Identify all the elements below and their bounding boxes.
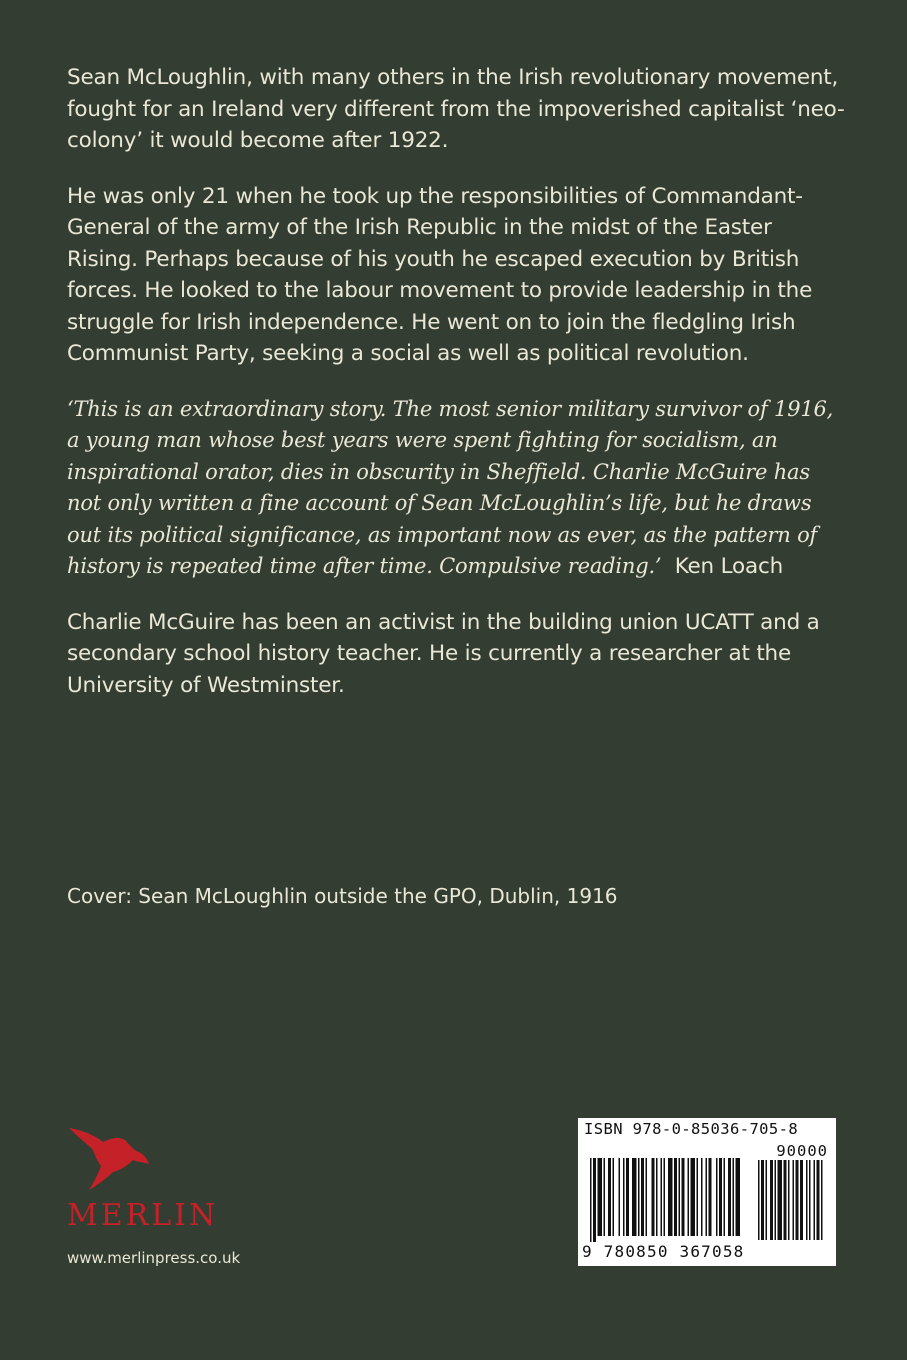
barcode-bar [619,1158,621,1236]
barcode-bar [719,1158,722,1236]
barcode-bar [682,1158,685,1236]
addon-bar [775,1160,777,1240]
barcode-bar [652,1158,655,1236]
addon-bar [814,1160,816,1240]
ean-digits: 9 780850 367058 [582,1242,745,1261]
back-cover-blurb [67,62,847,725]
addon-bar [761,1160,764,1240]
barcode-bar [709,1158,712,1236]
author-bio: Charlie McGuire has been an activist in the building union UCATT and a secondary school history teacher. He is currently a researcher at the University of Westminster. [67,609,820,698]
barcode-bar [679,1158,681,1236]
addon-bar [821,1160,823,1240]
barcode-bar [724,1158,726,1236]
publisher-name: MERLIN [67,1198,219,1233]
barcode-bar [701,1158,703,1236]
barcode-bar [638,1158,640,1236]
review-quote [67,394,847,583]
isbn-label: ISBN 978-0-85036-705-8 [584,1120,799,1138]
addon-bar [817,1160,820,1240]
cover-credit: Cover: Sean McLoughlin outside the GPO, Dublin, 1916 [67,884,618,908]
addon-bar [770,1160,773,1240]
addon-bar [778,1160,783,1240]
barcode-bar [668,1158,673,1236]
barcode-bars [590,1158,826,1242]
barcode-bar [664,1158,666,1236]
barcode-bar [736,1158,741,1236]
barcode-bar [691,1158,696,1236]
barcode-bar [604,1158,606,1236]
addon-bar [784,1160,787,1240]
addon-bar [766,1160,768,1240]
addon-bar [800,1160,803,1240]
quote-text: ‘This is an extraordinary story. The most senior military survivor of 1916, a young man whose best years were spent fighting for socialism, an inspirational orator, dies in obscurity in Sheffield. Charlie McGuire has not only written a fine account of Sean McLoughlin’s life, but he draws out its political significance, as important now as ever, as the pattern of history is repeated time after time. Compulsive reading.’ [67,396,834,578]
barcode-bar [641,1158,644,1236]
barcode-bar [688,1158,690,1236]
addon-bar [793,1160,795,1240]
barcode-bar [674,1158,677,1236]
publisher-logo [67,1120,227,1192]
barcode-bar [716,1158,718,1236]
bird-icon [67,1120,151,1192]
quote-attribution: Ken Loach [674,554,783,579]
barcode-bar [706,1158,708,1236]
barcode-bar [623,1158,625,1236]
barcode-bar [598,1158,603,1236]
barcode-bar [661,1158,663,1236]
barcode-bar [613,1158,615,1236]
barcode-bar [632,1158,637,1236]
addon-bar [796,1160,799,1240]
barcode-bar [733,1158,735,1236]
barcode-bar [697,1158,699,1236]
addon-bar [806,1160,808,1240]
price-addon: 90000 [776,1142,828,1160]
isbn-barcode [578,1118,836,1266]
blurb-paragraph: He was only 21 when he took up the responsibilities of Commandant-General of the army of the Irish Republic in the midst of the Easter Rising. Perhaps because of his youth he escaped execution by British forces. He looked to the labour movement to provide leadership in the struggle for Irish independence. He went on to join the fledgling Irish Communist Party, seeking a social as well as political revolution. [67,183,813,366]
addon-bar [758,1160,760,1240]
barcode-bar [593,1158,596,1242]
barcode-bar [656,1158,658,1236]
blurb-paragraph: Sean McLoughlin, with many others in the Irish revolutionary movement, fought for an Ireland very different from the impoverished capitalist ‘neo-colony’ it would become after 1922. [67,65,845,153]
barcode-bar [608,1158,611,1236]
addon-bar [809,1160,811,1240]
barcode-bar [646,1158,648,1236]
barcode-bar [626,1158,629,1236]
barcode-bar [590,1158,592,1242]
publisher-website: www.merlinpress.co.uk [67,1249,241,1267]
barcode-bar [728,1158,731,1236]
addon-bar [788,1160,790,1240]
